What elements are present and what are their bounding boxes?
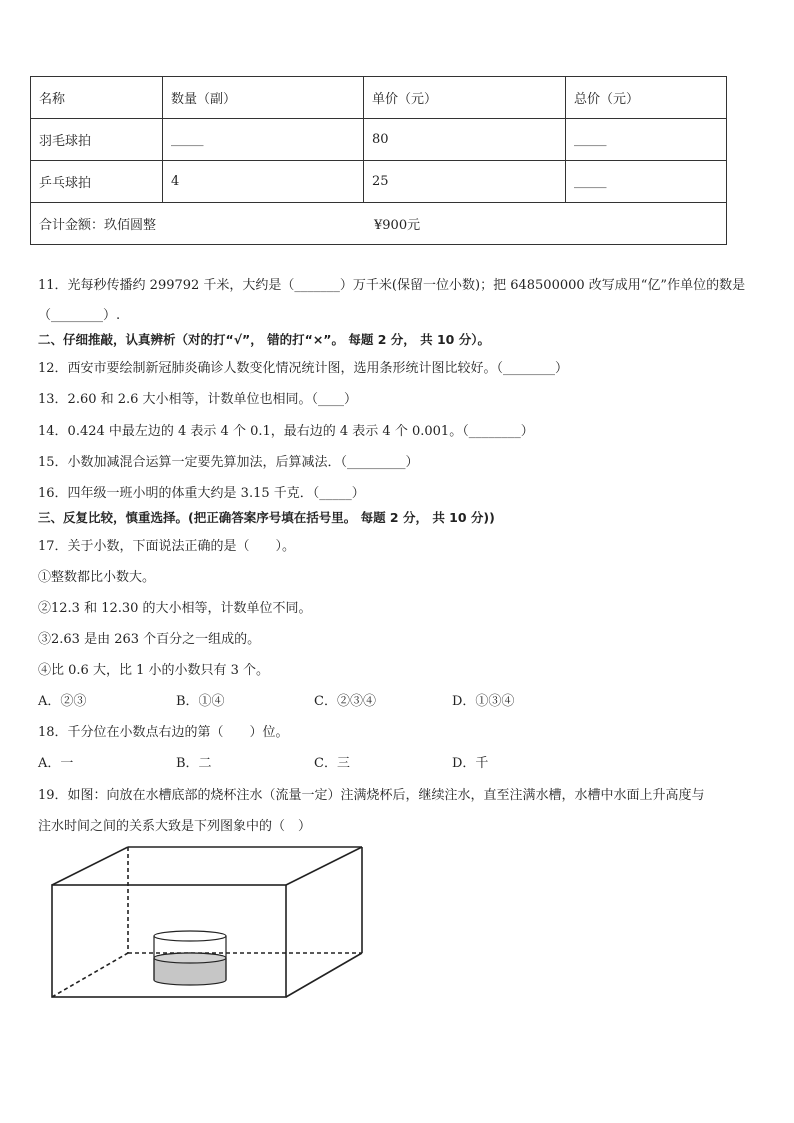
question-17-option-a: A．②③ (38, 694, 87, 709)
question-17-option-b: B．①④ (176, 694, 225, 709)
question-17-option-c: C．②③④ (314, 694, 376, 709)
table-cell: 乒乓球拍 (31, 161, 163, 203)
question-17-statement-1: ①整数都比小数大。 (38, 570, 156, 585)
question-11-line1: 11．光每秒传播约 299792 千米，大约是（_______）万千米(保留一位小数)；把 648500000 改写成用“亿”作单位的数是 (38, 278, 746, 293)
table-cell: _____ (566, 161, 727, 203)
header-cell: 数量（副） (163, 77, 364, 119)
question-18-option-d: D．千 (452, 756, 489, 771)
table-cell: 羽毛球拍 (31, 119, 163, 161)
water-tank-figure (40, 840, 370, 1005)
question-18-option-b: B．二 (176, 756, 212, 771)
table-row (31, 161, 727, 203)
question-15: 15．小数加减混合运算一定要先算加法，后算减法．（_________） (38, 455, 419, 470)
water-surface (154, 953, 226, 963)
tank-edge (286, 953, 362, 997)
beaker-rim (154, 931, 226, 941)
question-18-option-c: C．三 (314, 756, 350, 771)
question-12: 12．西安市要绘制新冠肺炎确诊人数变化情况统计图，选用条形统计图比较好。（________） (38, 361, 569, 376)
question-17: 17．关于小数，下面说法正确的是（ ）。 (38, 539, 296, 554)
question-13: 13．2.60 和 2.6 大小相等，计数单位也相同。（____） (38, 392, 358, 407)
table-cell: 4 (163, 161, 364, 203)
question-17-statement-3: ③2.63 是由 263 个百分之一组成的。 (38, 632, 261, 647)
question-19-line2: 注水时间之间的关系大致是下列图象中的（ ） (38, 819, 312, 834)
table-cell: 25 (364, 161, 566, 203)
table-footer-cell (31, 203, 727, 245)
table-row (31, 119, 727, 161)
header-cell: 总价（元） (566, 77, 727, 119)
question-17-statement-2: ②12.3 和 12.30 的大小相等，计数单位不同。 (38, 601, 312, 616)
tank-edge (52, 847, 128, 885)
tank-edge (286, 847, 362, 885)
table-cell: _____ (163, 119, 364, 161)
question-18-option-a: A．一 (38, 756, 74, 771)
question-17-statement-4: ④比 0.6 大，比 1 小的小数只有 3 个。 (38, 663, 270, 678)
header-cell: 名称 (31, 77, 163, 119)
hidden-edge (52, 953, 128, 997)
price-table (30, 76, 727, 245)
question-11-line2: （________）. (38, 308, 121, 323)
total-amount-number: ¥900元 (374, 218, 421, 233)
beaker (154, 931, 226, 985)
table-header-row (31, 77, 727, 119)
table-cell: 80 (364, 119, 566, 161)
question-14: 14．0.424 中最左边的 4 表示 4 个 0.1，最右边的 4 表示 4 个 0.001。（________） (38, 424, 534, 439)
section-2-heading: 二、仔细推敲，认真辨析（对的打“√”， 错的打“×”。 每题 2 分， 共 10 分）。 (38, 332, 490, 347)
question-16: 16．四年级一班小明的体重大约是 3.15 千克．（_____） (38, 486, 365, 501)
question-19-line1: 19．如图：向放在水槽底部的烧杯注水（流量一定）注满烧杯后，继续注水，直至注满水槽，水槽中水面上升高度与 (38, 788, 705, 803)
question-17-option-d: D．①③④ (452, 694, 515, 709)
total-amount-words: 合计金额：玖佰圆整 (39, 218, 157, 233)
section-3-heading: 三、反复比较，慎重选择。(把正确答案序号填在括号里。 每题 2 分， 共 10 分)) (38, 510, 495, 525)
table-cell: _____ (566, 119, 727, 161)
question-18: 18．千分位在小数点右边的第（ ）位。 (38, 725, 289, 740)
header-cell: 单价（元） (364, 77, 566, 119)
table-footer-row (31, 203, 727, 245)
